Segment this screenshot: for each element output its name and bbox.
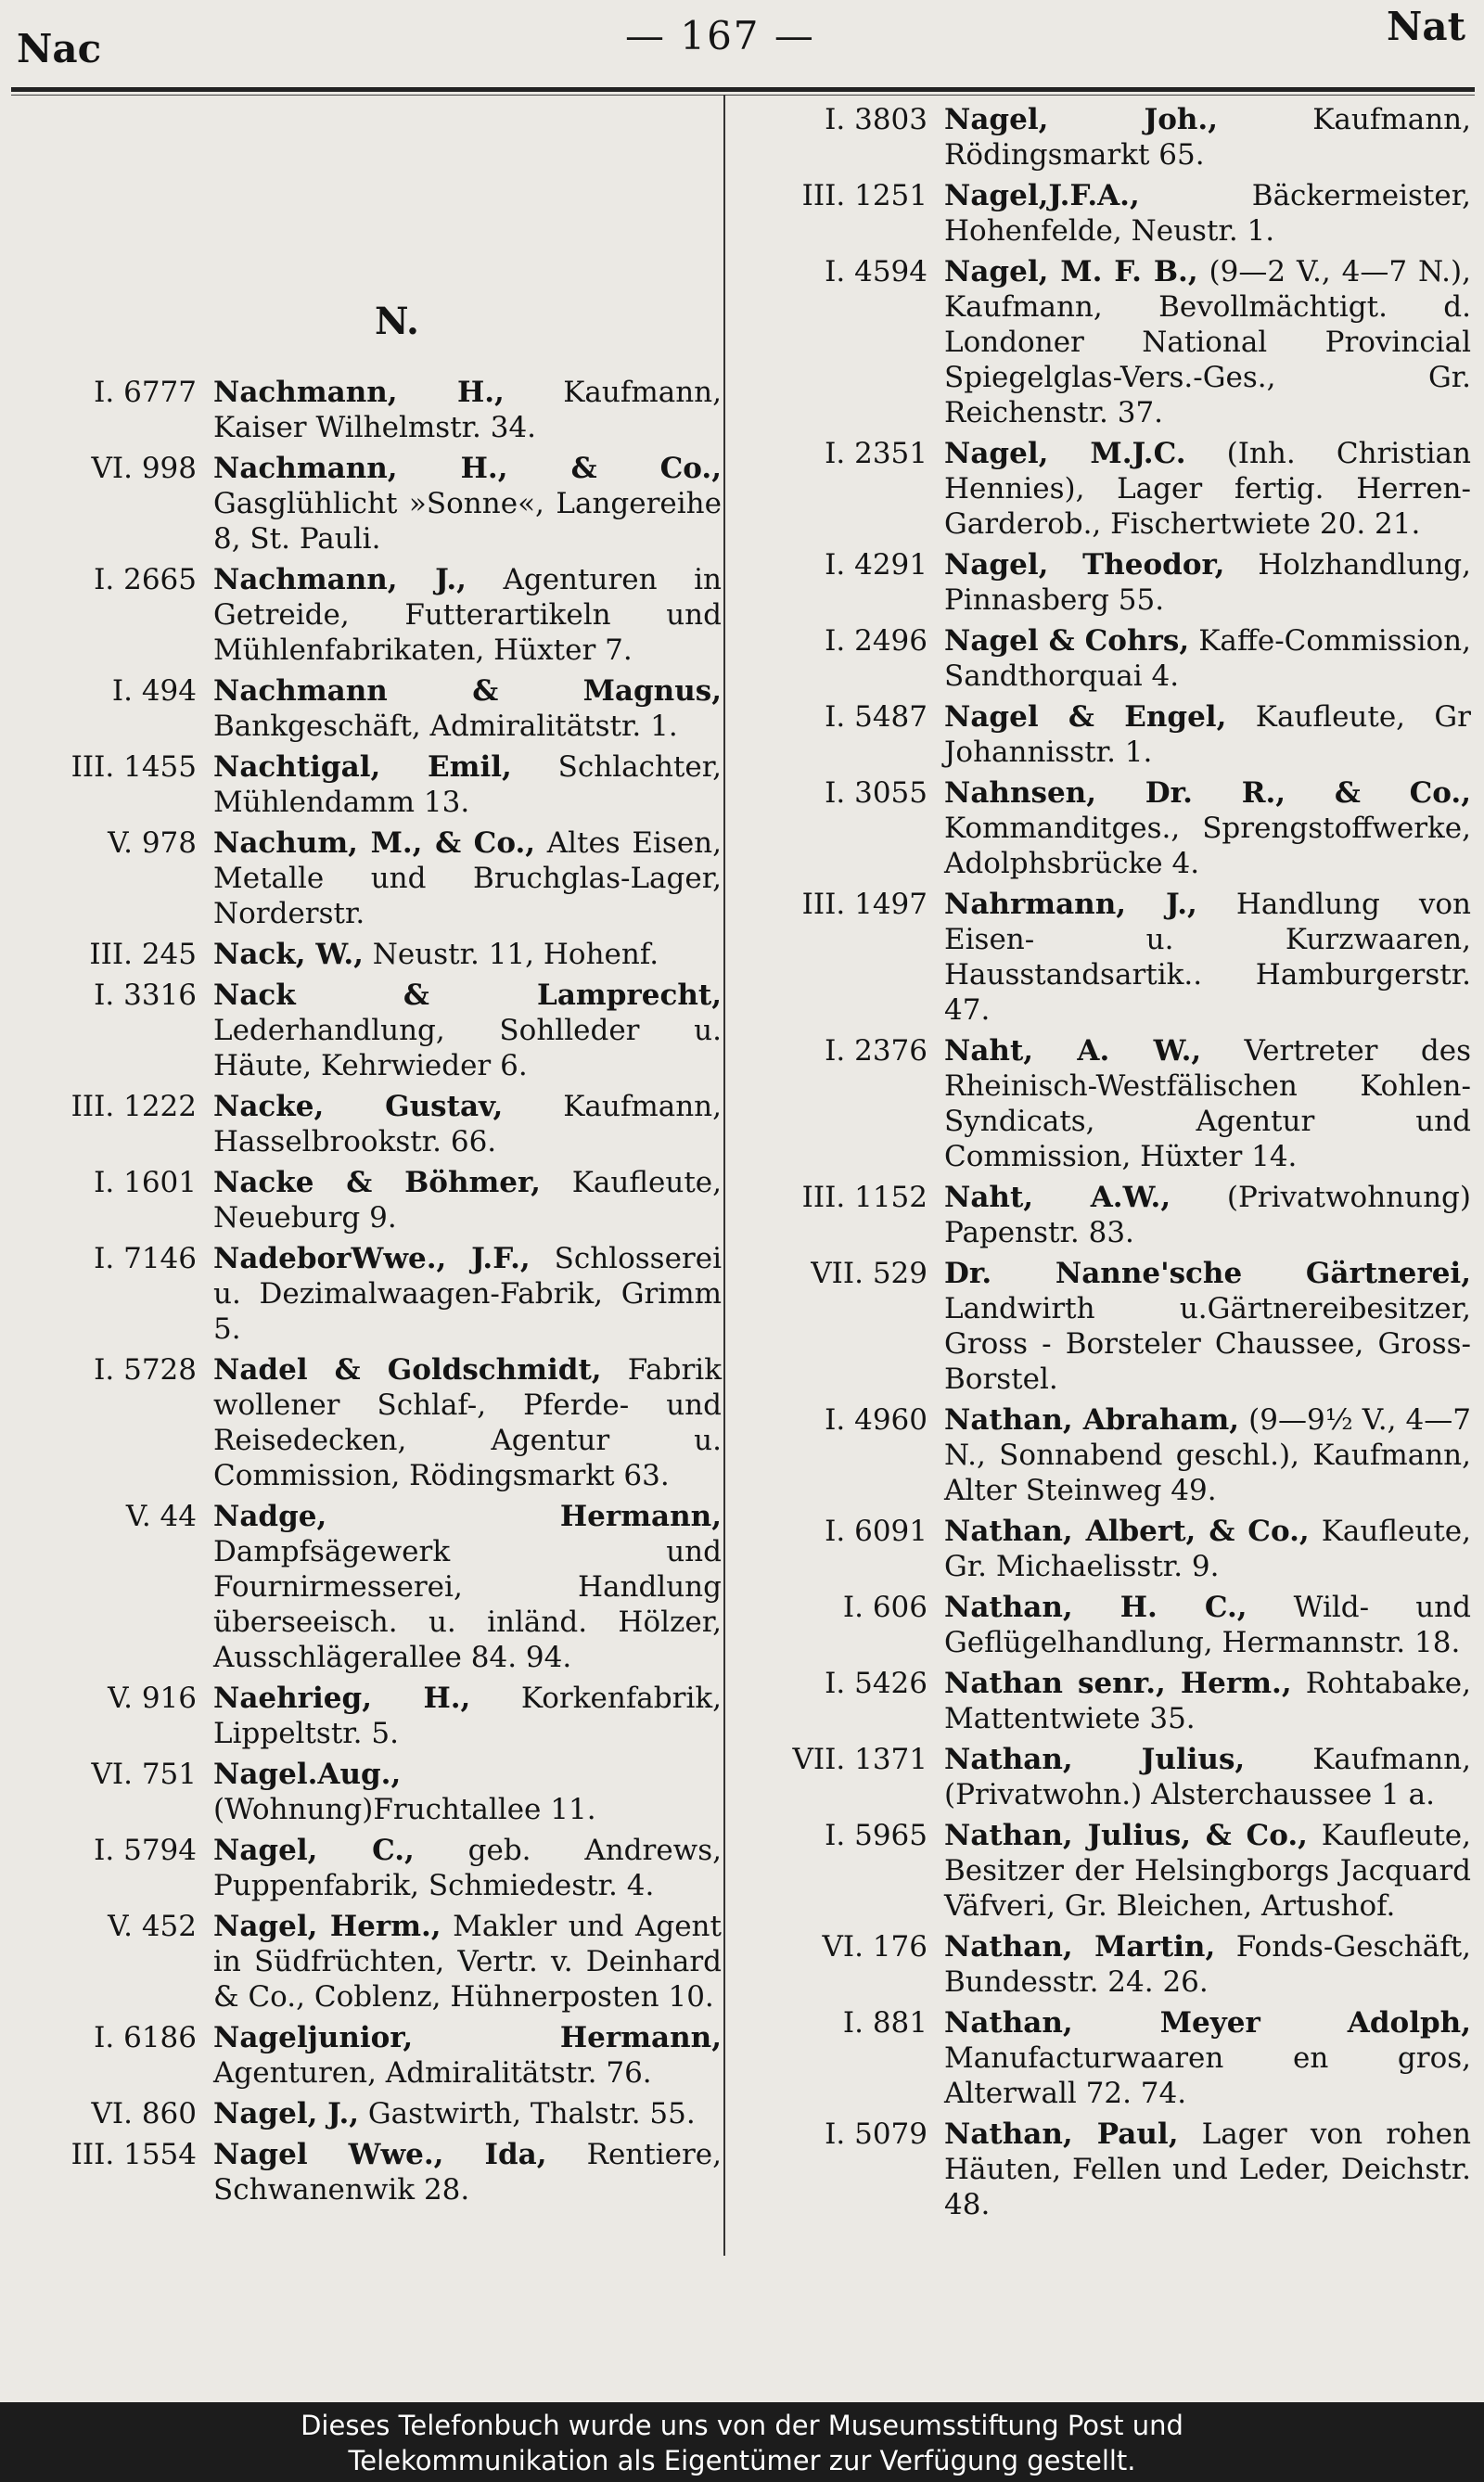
entry-text	[944, 2117, 1471, 2222]
entry-details: Agenturen, Admiralitätstr. 76.	[213, 2056, 652, 2090]
entry-phone-number: I. 5079	[825, 2117, 928, 2151]
entry-details: Lager von rohen Häuten, Fellen und Leder, Deichstr. 48.	[944, 2117, 1471, 2221]
entry-details: Lederhandlung, Sohlleder u. Häute, Kehrwieder 6.	[213, 1014, 722, 1082]
directory-entry	[729, 436, 1471, 542]
page-number: — 167 —	[625, 13, 815, 58]
entry-details: Bankgeschäft, Admiralitätstr. 1.	[213, 710, 678, 743]
directory-entry	[17, 1757, 722, 1827]
entry-name: Nathan senr., Herm.,	[944, 1667, 1292, 1700]
directory-entry	[729, 254, 1471, 430]
directory-entry	[17, 1833, 722, 1903]
footer-line-1: Dieses Telefonbuch wurde uns von der Museumsstiftung Post und	[301, 2410, 1183, 2441]
directory-entry	[17, 978, 722, 1083]
entry-phone-number: I. 4594	[825, 255, 928, 288]
header-rule-thin	[11, 95, 1475, 96]
entry-text	[213, 1909, 722, 2015]
entry-text	[944, 623, 1471, 694]
directory-entry	[729, 1666, 1471, 1736]
directory-entry	[17, 1681, 722, 1751]
entry-name: Nathan, Julius,	[944, 1743, 1246, 1776]
entry-text	[944, 1742, 1471, 1812]
entry-details: Kaufleute, Gr Johannisstr. 1.	[944, 700, 1472, 769]
entry-name: Naht, A.W.,	[944, 1181, 1171, 1214]
entry-text	[213, 451, 722, 557]
entry-text	[213, 1089, 722, 1159]
entry-details: Schlachter, Mühlendamm 13.	[213, 750, 722, 819]
entry-phone-number: III. 1554	[70, 2138, 197, 2171]
directory-entry	[729, 2005, 1471, 2111]
entry-name: Nadge, Hermann,	[213, 1500, 722, 1533]
entry-text	[213, 825, 722, 931]
entry-phone-number: I. 3055	[825, 776, 928, 810]
entry-name: Nachmann & Magnus,	[213, 674, 722, 708]
footer-line-2: Telekommunikation als Eigentümer zur Verfügung gestellt.	[348, 2445, 1136, 2476]
entry-name: Nathan, Abraham,	[944, 1403, 1240, 1437]
entry-name: Nagel, Theodor,	[944, 548, 1225, 582]
left-column	[17, 102, 722, 2213]
entry-text	[213, 937, 722, 972]
entry-text	[944, 1929, 1471, 2000]
header-left-keyword: Nac	[17, 26, 102, 71]
entry-phone-number: VII. 1371	[792, 1743, 928, 1776]
directory-entry	[729, 1033, 1471, 1174]
entry-text	[944, 2005, 1471, 2111]
directory-entry	[17, 825, 722, 931]
entry-phone-number: III. 1152	[801, 1181, 928, 1214]
directory-entry	[729, 178, 1471, 249]
entry-text	[944, 436, 1471, 542]
entry-name: NadeborWwe., J.F.,	[213, 1242, 531, 1275]
entry-text	[213, 2096, 722, 2131]
directory-entry	[729, 1256, 1471, 1397]
header-right-keyword: Nat	[1386, 4, 1465, 49]
entry-phone-number: III. 1222	[70, 1090, 197, 1123]
entry-text	[213, 1681, 722, 1751]
entry-phone-number: I. 5794	[94, 1834, 197, 1867]
directory-entry	[17, 2020, 722, 2091]
entry-text	[213, 1833, 722, 1903]
entry-details: Kaufleute, Neueburg 9.	[213, 1166, 722, 1235]
directory-entry	[17, 2137, 722, 2207]
entry-text	[213, 1352, 722, 1493]
entry-text	[944, 1033, 1471, 1174]
page-header	[13, 0, 1471, 80]
entry-phone-number: III. 245	[89, 938, 197, 971]
entry-text	[213, 978, 722, 1083]
entry-details: Kommanditges., Sprengstoffwerke, Adolphsbrücke 4.	[944, 812, 1471, 880]
entry-name: Nathan, Julius, & Co.,	[944, 1819, 1308, 1852]
entry-phone-number: I. 6186	[94, 2021, 197, 2054]
entry-name: Nageljunior, Hermann,	[213, 2021, 722, 2054]
entry-details: Kaufmann, Hasselbrookstr. 66.	[213, 1090, 722, 1158]
entry-text	[213, 1499, 722, 1675]
entry-details: Vertreter des Rheinisch-Westfälischen Kohlen-Syndicats, Agentur und Commission, Hüxter 14.	[944, 1034, 1471, 1173]
entry-details: (Inh. Christian Hennies), Lager fertig. Herren-Garderob., Fischertwiete 20. 21.	[944, 437, 1471, 541]
entry-details: Fonds-Geschäft, Bundesstr. 24. 26.	[944, 1930, 1472, 1999]
entry-text	[944, 699, 1471, 770]
entry-phone-number: V. 916	[108, 1682, 197, 1715]
entry-text	[213, 2020, 722, 2091]
entry-text	[213, 1241, 722, 1347]
directory-entry	[729, 2117, 1471, 2222]
entry-details: Rentiere, Schwanenwik 28.	[213, 2138, 722, 2207]
entry-name: Naehrieg, H.,	[213, 1682, 471, 1715]
entry-phone-number: III. 1497	[801, 888, 928, 921]
directory-entry	[729, 1514, 1471, 1584]
entry-details: Agenturen in Getreide, Futterartikeln und Mühlenfabrikaten, Hüxter 7.	[213, 563, 723, 667]
entry-details: Kaufleute, Besitzer der Helsingborgs Jacquard Väfveri, Gr. Bleichen, Artushof.	[944, 1819, 1471, 1923]
entry-name: Nahnsen, Dr. R., & Co.,	[944, 776, 1471, 810]
entry-phone-number: I. 2665	[94, 563, 197, 596]
entry-text	[944, 1402, 1471, 1508]
entry-phone-number: VI. 751	[91, 1758, 197, 1791]
entry-name: Nachtigal, Emil,	[213, 750, 512, 784]
entry-details: Manufacturwaaren en gros, Alterwall 72. 74.	[944, 2041, 1471, 2110]
entry-phone-number: I. 881	[842, 2006, 928, 2040]
entry-phone-number: I. 1601	[94, 1166, 197, 1199]
entry-details: Kaufmann, Kaiser Wilhelmstr. 34.	[213, 376, 722, 444]
entry-text	[944, 775, 1471, 881]
entry-phone-number: I. 3316	[94, 979, 197, 1012]
directory-entry	[729, 887, 1471, 1028]
directory-entry	[729, 1590, 1471, 1660]
entry-name: Nachmann, H.,	[213, 376, 505, 409]
directory-entry	[729, 1402, 1471, 1508]
entry-text	[213, 1165, 722, 1235]
entry-text	[944, 1514, 1471, 1584]
entry-details: Fabrik wollener Schlaf-, Pferde- und Reisedecken, Agentur u. Commission, Rödingsmarkt 63.	[213, 1353, 722, 1492]
directory-entry	[17, 1241, 722, 1347]
entry-phone-number: V. 978	[108, 826, 197, 860]
entry-details: (Wohnung)Fruchtallee 11.	[213, 1793, 596, 1826]
entry-details: Gasglühlicht »Sonne«, Langereihe 8, St. Pauli.	[213, 487, 722, 556]
entry-details: Korkenfabrik, Lippeltstr. 5.	[213, 1682, 722, 1750]
entry-details: Handlung von Eisen- u. Kurzwaaren, Hausstandsartik.. Hamburgerstr. 47.	[944, 888, 1471, 1027]
right-column	[729, 102, 1471, 2228]
entry-name: Nathan, Albert, & Co.,	[944, 1515, 1310, 1548]
directory-entry	[729, 1742, 1471, 1812]
entry-name: Nacke & Böhmer,	[213, 1166, 541, 1199]
entry-phone-number: I. 5426	[825, 1667, 928, 1700]
right-entries	[729, 102, 1471, 2222]
column-divider	[723, 95, 725, 2256]
entry-details: (9—9½ V., 4—7 N., Sonnabend geschl.), Kaufmann, Alter Steinweg 49.	[944, 1403, 1471, 1507]
entry-text	[944, 1666, 1471, 1736]
directory-entry	[729, 699, 1471, 770]
entry-name: Nahrmann, J.,	[944, 888, 1197, 921]
entry-name: Nathan, Martin,	[944, 1930, 1216, 1964]
entry-phone-number: I. 7146	[94, 1242, 197, 1275]
entry-phone-number: VI. 176	[822, 1930, 928, 1964]
entry-text	[944, 178, 1471, 249]
entry-name: Nagel, M. F. B.,	[944, 255, 1198, 288]
directory-entry	[729, 547, 1471, 618]
entry-name: Nachmann, H., & Co.,	[213, 452, 722, 485]
entry-phone-number: VI. 998	[91, 452, 197, 485]
directory-entry	[17, 1089, 722, 1159]
entry-details: Bäckermeister, Hohenfelde, Neustr. 1.	[944, 179, 1471, 248]
entry-details: Kaffe-Commission, Sandthorquai 4.	[944, 624, 1471, 693]
entry-details: Holzhandlung, Pinnasberg 55.	[944, 548, 1471, 617]
directory-entry	[17, 451, 722, 557]
entry-name: Nagel, Herm.,	[213, 1910, 441, 1943]
entry-name: Nack & Lamprecht,	[213, 979, 722, 1012]
entry-details: Altes Eisen, Metalle und Bruchglas-Lager, Norderstr.	[213, 826, 722, 930]
entry-text	[213, 562, 722, 668]
directory-entry	[729, 623, 1471, 694]
entry-name: Naht, A. W.,	[944, 1034, 1202, 1068]
entry-phone-number: III. 1251	[801, 179, 928, 212]
entry-text	[944, 102, 1471, 173]
entry-phone-number: I. 6091	[825, 1515, 928, 1548]
entry-name: Nagel, C.,	[213, 1834, 415, 1867]
entry-phone-number: VII. 529	[811, 1257, 928, 1290]
entry-name: Dr. Nanne'sche Gärtnerei,	[944, 1257, 1471, 1290]
entry-details: (Privatwohnung) Papenstr. 83.	[944, 1181, 1471, 1249]
entry-phone-number: III. 1455	[70, 750, 197, 784]
entry-details: Neustr. 11, Hohenf.	[363, 938, 659, 971]
entry-details: Landwirth u.Gärtnereibesitzer, Gross - Borsteler Chaussee, Gross-Borstel.	[944, 1292, 1471, 1396]
section-letter: N.	[375, 300, 419, 343]
entry-phone-number: I. 3803	[825, 103, 928, 136]
entry-text	[944, 1180, 1471, 1250]
entry-phone-number: I. 2351	[825, 437, 928, 470]
entry-details: Kaufleute, Gr. Michaelisstr. 9.	[944, 1515, 1471, 1583]
directory-entry	[17, 937, 722, 972]
entry-phone-number: I. 4960	[825, 1403, 928, 1437]
header-rule	[11, 87, 1475, 92]
entry-name: Nagel, J.,	[213, 2097, 360, 2130]
entry-text	[944, 254, 1471, 430]
directory-entry	[17, 562, 722, 668]
entry-details: Rohtabake, Mattentwiete 35.	[944, 1667, 1472, 1735]
entry-text	[213, 749, 722, 820]
entry-phone-number: I. 494	[111, 674, 197, 708]
entry-text	[944, 887, 1471, 1028]
entry-phone-number: V. 44	[125, 1500, 197, 1533]
entry-name: Nagel & Cohrs,	[944, 624, 1190, 658]
entry-details: Makler und Agent in Südfrüchten, Vertr. v. Deinhard & Co., Coblenz, Hühnerposten 10.	[213, 1910, 722, 2014]
directory-entry	[729, 102, 1471, 173]
entry-name: Nagel, M.J.C.	[944, 437, 1186, 470]
entry-details: Gastwirth, Thalstr. 55.	[359, 2097, 696, 2130]
directory-entry	[729, 775, 1471, 881]
entry-details: geb. Andrews, Puppenfabrik, Schmiedestr. 4.	[213, 1834, 722, 1902]
entry-details: Schlosserei u. Dezimalwaagen-Fabrik, Grimm 5.	[213, 1242, 722, 1346]
entry-text	[213, 375, 722, 445]
entry-name: Nagel.Aug.,	[213, 1758, 402, 1791]
entry-text	[944, 547, 1471, 618]
entry-name: Nathan, Paul,	[944, 2117, 1179, 2151]
directory-entry	[17, 1499, 722, 1675]
entry-details: Kaufmann, Rödingsmarkt 65.	[944, 103, 1471, 172]
entry-name: Nack, W.,	[213, 938, 364, 971]
entry-name: Nagel & Engel,	[944, 700, 1227, 734]
entry-phone-number: VI. 860	[91, 2097, 197, 2130]
directory-entry	[17, 749, 722, 820]
left-entries	[17, 375, 722, 2207]
directory-entry	[17, 2096, 722, 2131]
entry-phone-number: I. 2496	[825, 624, 928, 658]
directory-entry	[729, 1818, 1471, 1924]
directory-entry	[17, 1909, 722, 2015]
entry-phone-number: I. 2376	[825, 1034, 928, 1068]
entry-text	[213, 2137, 722, 2207]
directory-entry	[17, 375, 722, 445]
entry-phone-number: I. 5487	[825, 700, 928, 734]
entry-details: Wild- und Geflügelhandlung, Hermannstr. 18.	[944, 1591, 1471, 1659]
entry-name: Nagel Wwe., Ida,	[213, 2138, 547, 2171]
directory-entry	[17, 1352, 722, 1493]
entry-phone-number: I. 6777	[94, 376, 197, 409]
entry-name: Nachmann, J.,	[213, 563, 467, 596]
entry-name: Nagel, Joh.,	[944, 103, 1219, 136]
entry-name: Nadel & Goldschmidt,	[213, 1353, 602, 1387]
entry-details: Dampfsägewerk und Fournirmesserei, Handlung überseeisch. u. inländ. Hölzer, Ausschlägerallee 84. 94.	[213, 1535, 722, 1674]
entry-name: Nachum, M., & Co.,	[213, 826, 536, 860]
entry-text	[944, 1590, 1471, 1660]
entry-phone-number: V. 452	[108, 1910, 197, 1943]
entry-text	[213, 1757, 722, 1827]
entry-text	[213, 673, 722, 744]
entry-name: Nathan, H. C.,	[944, 1591, 1247, 1624]
entry-details: Kaufmann, (Privatwohn.) Alsterchaussee 1 a.	[944, 1743, 1471, 1811]
entry-text	[944, 1256, 1471, 1397]
directory-entry	[17, 1165, 722, 1235]
entry-phone-number: I. 5728	[94, 1353, 197, 1387]
directory-entry	[17, 673, 722, 744]
entry-name: Nacke, Gustav,	[213, 1090, 504, 1123]
entry-phone-number: I. 4291	[825, 548, 928, 582]
footer-banner	[0, 2402, 1484, 2482]
entry-name: Nagel,J.F.A.,	[944, 179, 1140, 212]
directory-entry	[729, 1180, 1471, 1250]
entry-name: Nathan, Meyer Adolph,	[944, 2006, 1471, 2040]
entry-phone-number: I. 5965	[825, 1819, 928, 1852]
entry-text	[944, 1818, 1471, 1924]
entry-phone-number: I. 606	[842, 1591, 928, 1624]
entry-details: (9—2 V., 4—7 N.), Kaufmann, Bevollmächtigt. d. Londoner National Provincial Spiegelglas-Vers.-Ges., Gr. Reichenstr. 37.	[944, 255, 1471, 429]
directory-entry	[729, 1929, 1471, 2000]
